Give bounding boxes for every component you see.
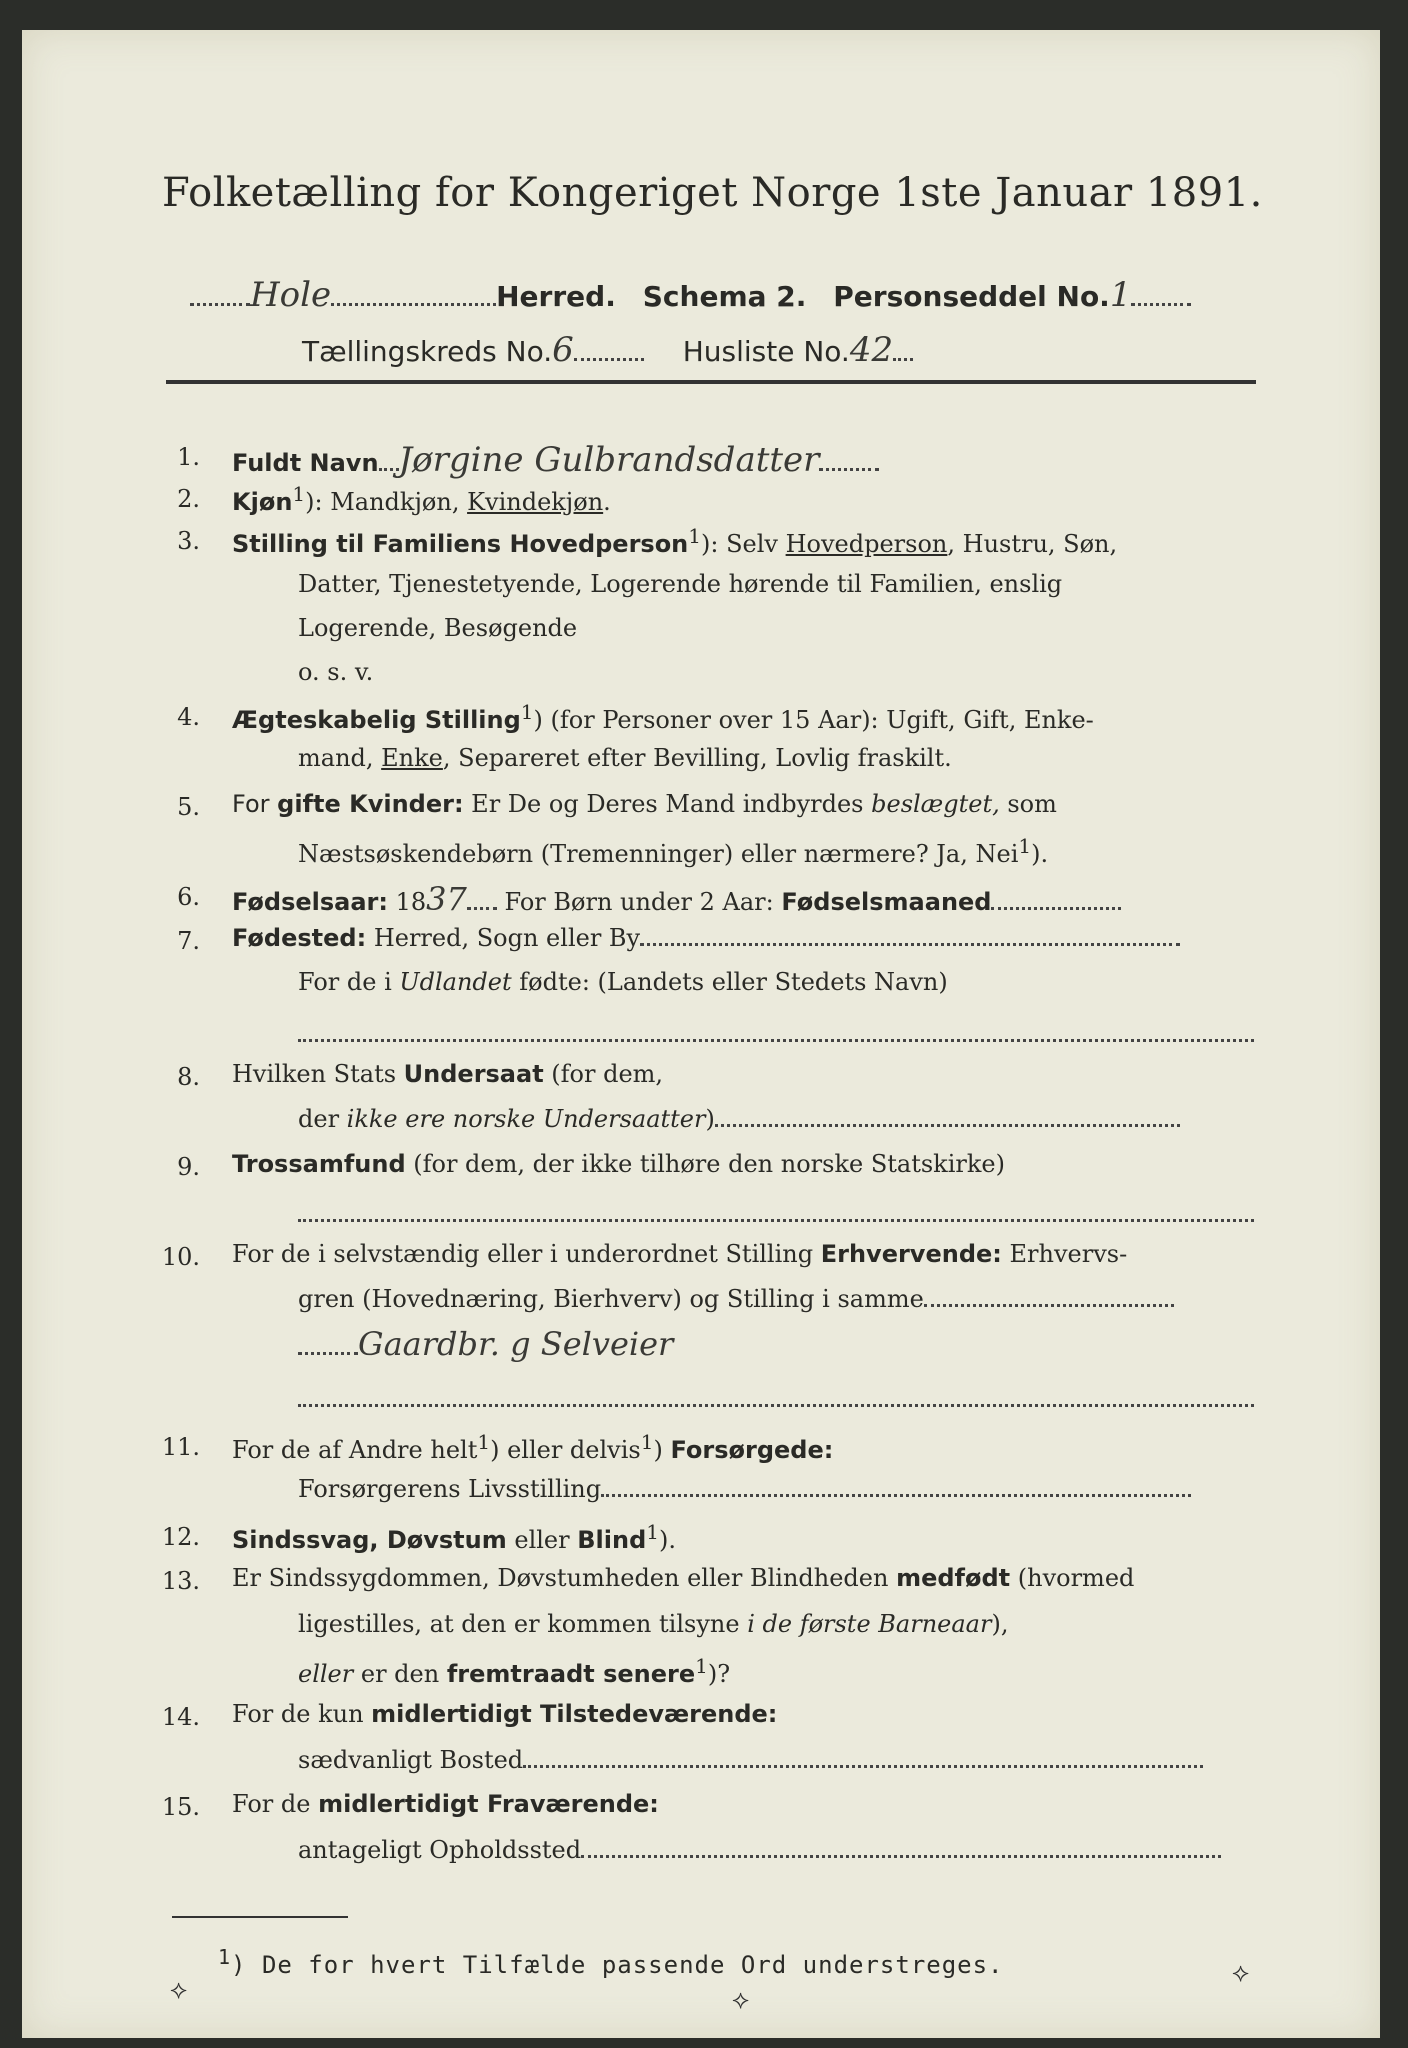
q4-label: Ægteskabelig Stilling [232,706,521,734]
q15-number: 15. [161,1793,200,1821]
q5-line1 [232,790,1057,818]
q14-line1-a: For de kun [232,1700,372,1728]
q13-sup: 1 [695,1654,708,1678]
q5-line2 [298,834,1048,868]
q12-number: 12. [161,1523,200,1551]
q15-line1-b: midlertidigt Fraværende: [318,1790,659,1818]
q5-line2-text: Næstsøskendebørn (Tremenninger) eller nærmere? Ja, Nei [298,840,1019,868]
q2-text-c: . [603,488,611,516]
q4-line1-text: ) (for Personer over 15 Aar): Ugift, Gift, Enke- [533,706,1094,734]
q4-sup: 1 [520,700,534,724]
q10-line1 [232,1240,1127,1268]
q11-line1-a: For de af Andre helt [232,1436,478,1464]
taellingskreds-label: Tællingskreds No. [302,335,553,368]
q11-line1-d: Forsørgede: [670,1436,834,1464]
q10-line2 [298,1285,1174,1313]
q5-sup: 1 [1018,834,1032,858]
q5-line2-end: ). [1031,840,1049,868]
q3-number: 3. [177,527,200,555]
q13-line1-c: (hvormed [1010,1564,1135,1592]
footnote-text: ) De for hvert Tilfælde passende Ord understreges. [231,1951,1004,1979]
punch-mark-right-icon: ⟡ [1232,1958,1250,1988]
q10-line1-b: Erhvervende: [820,1240,1002,1268]
q12-sup: 1 [646,1520,659,1544]
q12-label-a: Sindssvag, Døvstum [232,1526,507,1554]
q11-line1-b: ) eller delvis [490,1436,641,1464]
q13-line1 [232,1564,1134,1592]
q8-line1-a: Hvilken Stats [232,1060,404,1088]
q13-line2-b: i de første Barneaar [747,1610,992,1638]
q8-line1 [232,1060,663,1088]
q9-line1 [232,1150,1005,1178]
q6-number: 6. [177,883,200,911]
q3-label: Stilling til Familiens Hovedperson [232,530,689,558]
q12-row [232,1520,676,1554]
header-rule [166,380,1256,384]
q4-line2-a: mand, [298,744,382,772]
q5-label-a: For [232,790,278,818]
q6-row [232,880,1121,918]
footnote-rule [172,1916,348,1918]
q6-prefix: 18 [388,888,427,916]
q5-label-b: gifte Kvinder: [277,790,464,818]
q1-value: Jørgine Gulbrandsdatter [398,440,820,480]
q2-text-b: Kvindekjøn [467,488,604,516]
husliste-value: 42 [849,330,894,370]
q8-line2-a: der [298,1105,347,1133]
q11-sup-1: 1 [477,1430,491,1454]
q7-line2-b: Udlandet [399,968,512,996]
q10-number: 10. [161,1243,200,1271]
q11-line1 [232,1430,833,1464]
form-title: Folketælling for Kongeriget Norge 1ste Januar 1891. [162,170,1263,216]
q9-label: Trossamfund [232,1150,406,1178]
q3-line3: Logerende, Besøgende [298,614,578,642]
q13-line1-b: medfødt [896,1564,1011,1592]
q14-line1 [232,1700,777,1728]
q7-number: 7. [177,927,200,955]
q11-line2 [298,1475,1191,1503]
q6-label2: Fødselsmaaned [781,888,992,916]
q8-line1-b: Undersaat [403,1060,544,1088]
q4-line1 [232,700,1094,734]
q11-number: 11. [161,1433,200,1461]
q1-number: 1. [177,443,200,471]
q13-line3 [298,1654,730,1688]
q3-line1-b: Hovedperson [785,530,948,558]
herred-value: Hole [250,275,332,315]
q3-line2: Datter, Tjenestetyende, Logerende hørende til Familien, enslig [298,570,1063,598]
q3-line1-c: , Hustru, Søn, [947,530,1118,558]
herred-label: Herred. [496,280,616,313]
q15-line2-text: antageligt Opholdssted [298,1836,582,1864]
q13-line2-c: ), [991,1610,1009,1638]
q14-number: 14. [161,1703,200,1731]
personseddel-label: Personseddel No. [833,280,1110,313]
q13-line3-d: )? [707,1660,731,1688]
q10-value: Gaardbr. g Selveier [358,1325,674,1363]
q14-line1-b: midlertidigt Tilstedeværende: [371,1700,778,1728]
q15-line2 [298,1836,1221,1864]
q12-mid: eller [506,1526,578,1554]
q4-line2-b: Enke [381,744,443,772]
herred-line [190,275,1191,315]
taellingskreds-value: 6 [552,330,574,370]
q2-label: Kjøn [232,488,293,516]
q10-blank-line [298,1385,1254,1413]
q8-line2-c: ) [705,1105,715,1133]
q8-line2-b: ikke ere norske Undersaatter [346,1105,706,1133]
q8-line2 [298,1105,1180,1133]
q5-line1-a: Er De og Deres Mand indbyrdes [463,790,872,818]
census-form-page [22,30,1380,2038]
q7-label: Fødested: [232,924,367,952]
footnote-sup: 1 [218,1945,232,1969]
q11-line2-text: Forsørgerens Livsstilling [298,1475,602,1503]
q2-number: 2. [177,485,200,513]
q13-line2 [298,1610,1008,1638]
q7-line2 [298,968,948,996]
q15-line1-a: For de [232,1790,319,1818]
q4-line2-c: , Separeret efter Bevilling, Lovlig fraskilt. [442,744,952,772]
personseddel-value: 1 [1109,275,1132,315]
q2-sup: 1 [292,482,306,506]
q9-line1-text: (for dem, der ikke tilhøre den norske Statskirke) [405,1150,1005,1178]
q10-line1-a: For de i selvstændig eller i underordnet Stilling [232,1240,821,1268]
q2-text-a: ): Mandkjøn, [305,488,468,516]
q6-mid: For Børn under 2 Aar: [496,888,782,916]
punch-mark-left-icon: ⟡ [170,1975,188,2005]
q5-number: 5. [177,793,200,821]
schema-label: Schema 2. [642,280,807,313]
taellingskreds-line [302,330,913,370]
q10-value-line [298,1325,673,1363]
q13-line1-a: Er Sindssygdommen, Døvstumheden eller Blindheden [232,1564,897,1592]
q8-line1-c: (for dem, [543,1060,664,1088]
q4-number: 4. [177,703,200,731]
q12-label-b: Blind [577,1526,647,1554]
q10-line2-text: gren (Hovednæring, Bierhverv) og Stilling i samme [298,1285,924,1313]
q13-number: 13. [161,1567,200,1595]
q4-line2 [298,744,952,772]
q9-number: 9. [177,1153,200,1181]
punch-mark-center-icon: ⟡ [732,1985,750,2015]
q13-line3-a: eller [298,1660,354,1688]
q7-blank-line [298,1020,1254,1048]
q6-value: 37 [426,880,467,918]
q5-line1-c: som [999,790,1057,818]
q7-line1 [232,924,1180,952]
q11-sup-2: 1 [640,1430,654,1454]
q1-row [232,440,879,480]
q3-line1 [232,524,1117,558]
q13-line3-b: er den [353,1660,447,1688]
q1-label: Fuldt Navn [232,449,379,477]
q5-line1-b: beslægtet, [871,790,1000,818]
q7-line1-text: Herred, Sogn eller By [366,924,641,952]
q9-blank-line [298,1200,1254,1228]
q6-label: Fødselsaar: [232,888,388,916]
q10-line1-c: Erhvervs- [1001,1240,1128,1268]
q12-end: ). [659,1526,676,1554]
q11-line1-c: ) [653,1436,671,1464]
q7-line2-a: For de i [298,968,400,996]
q15-line1 [232,1790,659,1818]
q7-line2-c: fødte: (Landets eller Stedets Navn) [511,968,948,996]
q2-row [232,482,611,516]
q13-line2-a: ligestilles, at den er kommen tilsyne [298,1610,748,1638]
q3-sup: 1 [688,524,702,548]
q8-number: 8. [177,1063,200,1091]
q3-line4: o. s. v. [298,658,374,686]
husliste-label: Husliste No. [682,335,850,368]
q14-line2-text: sædvanligt Bosted [298,1746,524,1774]
footnote [218,1945,1004,1979]
q13-line3-c: fremtraadt senere [446,1660,696,1688]
q3-line1-a: ): Selv [701,530,786,558]
q14-line2 [298,1746,1203,1774]
